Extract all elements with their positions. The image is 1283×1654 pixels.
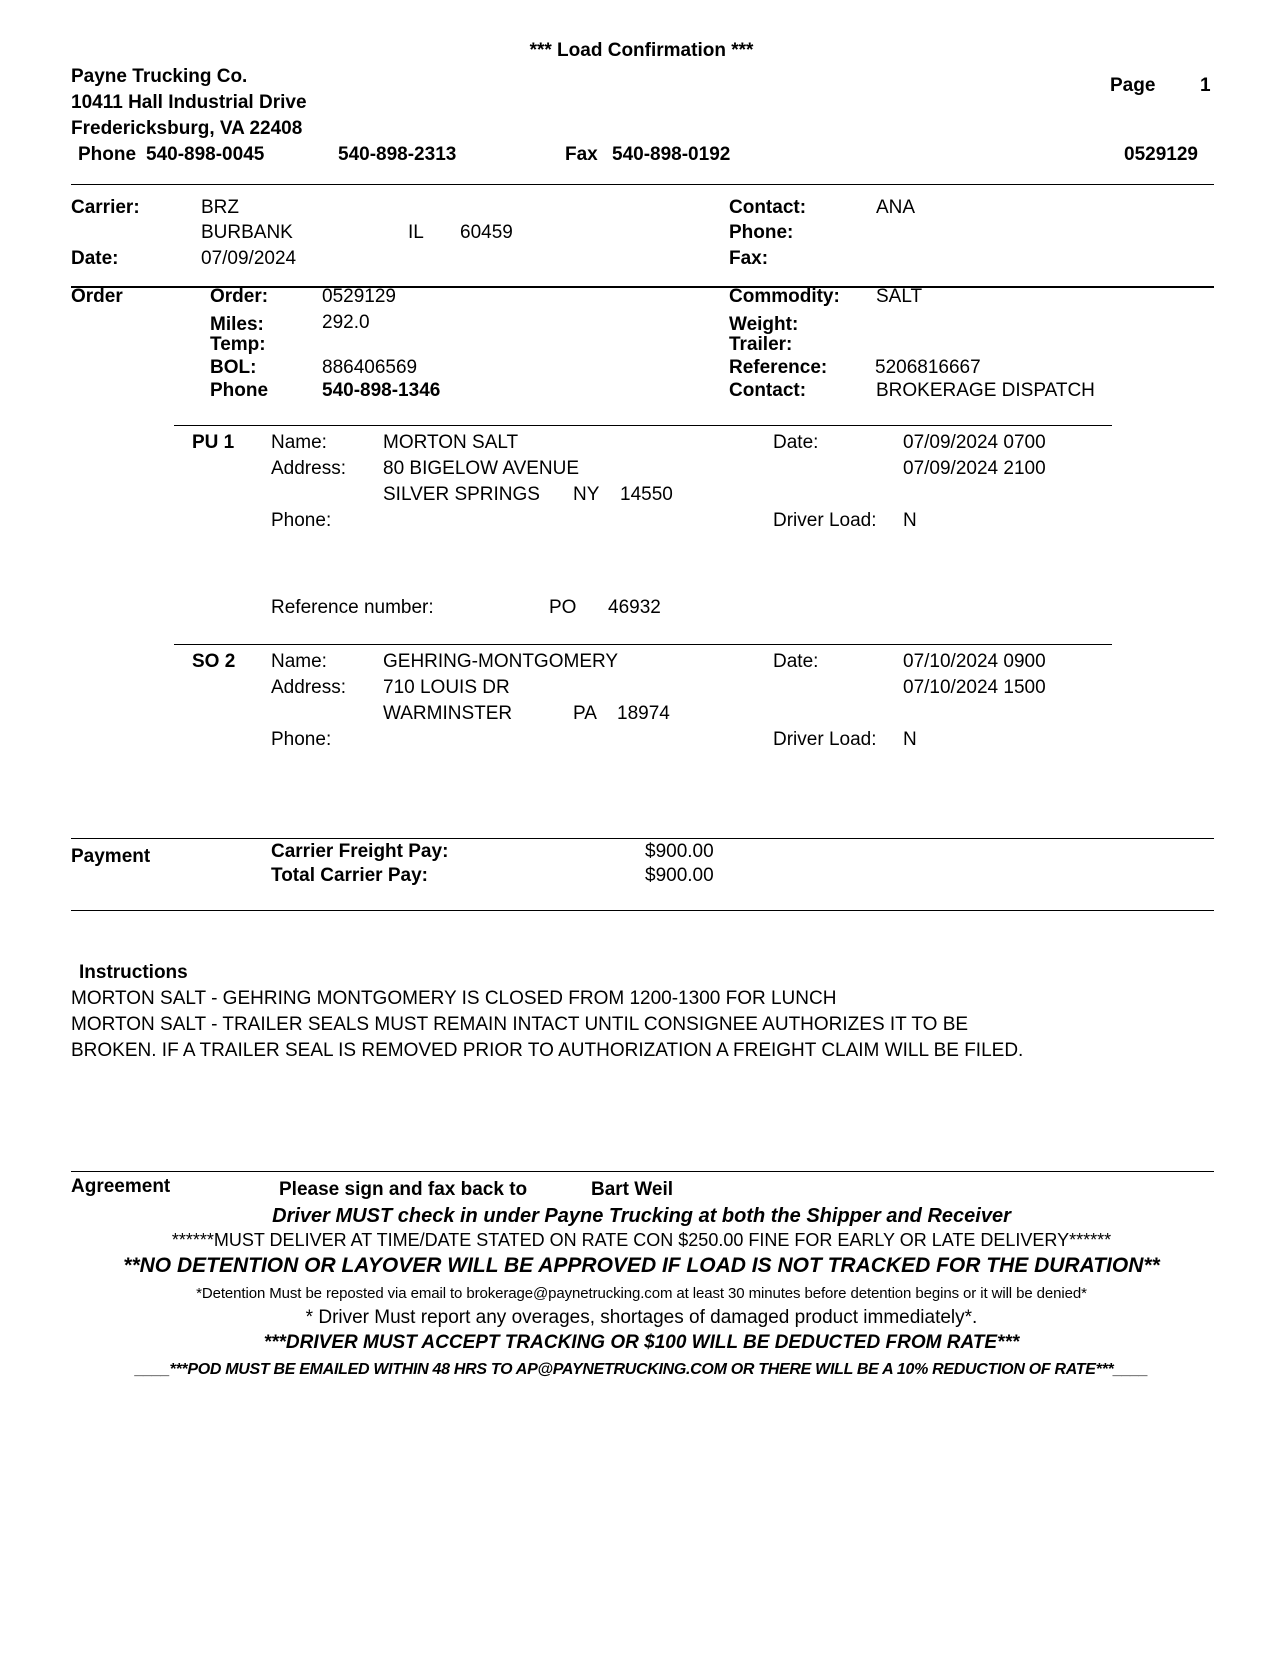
stop-date-label: Date: <box>773 432 819 453</box>
order-phone-label: Phone <box>210 380 269 401</box>
stop-state: PA <box>573 703 597 724</box>
company-address-2: Fredericksburg, VA 22408 <box>71 118 303 139</box>
company-name: Payne Trucking Co. <box>71 66 248 87</box>
stop-state: NY <box>573 484 600 505</box>
stop-reference-type: PO <box>549 597 577 618</box>
company-phone: 540-898-0045 <box>146 144 265 165</box>
temp-label: Temp: <box>210 334 266 355</box>
instructions-line: BROKEN. IF A TRAILER SEAL IS REMOVED PRIOR TO AUTHORIZATION A FREIGHT CLAIM WILL BE FILED. <box>71 1040 1024 1061</box>
order-number-header: 0529129 <box>1124 144 1198 165</box>
divider <box>174 425 1112 426</box>
stop-driver-load: N <box>903 510 917 531</box>
instructions-line: MORTON SALT - GEHRING MONTGOMERY IS CLOSED FROM 1200-1300 FOR LUNCH <box>71 988 837 1009</box>
page-number: 1 <box>1200 75 1211 96</box>
stop-date-end: 07/09/2024 2100 <box>903 458 1046 479</box>
carrier-city: BURBANK <box>201 222 293 243</box>
freight-pay-label: Carrier Freight Pay: <box>271 841 449 862</box>
stop-city: SILVER SPRINGS <box>383 484 540 505</box>
stop-driver-load-label: Driver Load: <box>773 510 877 531</box>
weight-label: Weight: <box>729 314 799 335</box>
company-fax: 540-898-0192 <box>612 144 731 165</box>
carrier-contact-label: Contact: <box>729 197 807 218</box>
miles-label: Miles: <box>210 314 264 335</box>
stop-zip: 14550 <box>620 484 673 505</box>
stop-phone-label: Phone: <box>271 510 332 531</box>
divider <box>71 184 1214 185</box>
sign-contact-name: Bart Weil <box>591 1179 674 1200</box>
order-contact-value: BROKERAGE DISPATCH <box>876 380 1095 401</box>
order-phone: 540-898-1346 <box>322 380 441 401</box>
carrier-phone-label: Phone: <box>729 222 794 243</box>
miles-value: 292.0 <box>322 312 370 333</box>
sign-instruction: Please sign and fax back to <box>279 1179 528 1200</box>
carrier-state: IL <box>408 222 424 243</box>
stop-zip: 18974 <box>617 703 670 724</box>
agreement-line: ____***POD MUST BE EMAILED WITHIN 48 HRS TO AP@PAYNETRUCKING.COM OR THERE WILL BE A 10% REDUCTION OF RATE***____ <box>135 1361 1148 1378</box>
agreement-line: ***DRIVER MUST ACCEPT TRACKING OR $100 WILL BE DEDUCTED FROM RATE*** <box>263 1332 1020 1353</box>
company-phone-2: 540-898-2313 <box>338 144 457 165</box>
company-address-1: 10411 Hall Industrial Drive <box>71 92 307 113</box>
stop-address: 80 BIGELOW AVENUE <box>383 458 580 479</box>
stop-name: GEHRING-MONTGOMERY <box>383 651 619 672</box>
divider <box>71 910 1214 911</box>
carrier-date-label: Date: <box>71 248 119 269</box>
carrier-zip: 60459 <box>460 222 513 243</box>
stop-driver-load: N <box>903 729 917 750</box>
carrier-fax-label: Fax: <box>729 248 769 269</box>
order-contact-label: Contact: <box>729 380 807 401</box>
divider <box>71 1171 1214 1172</box>
agreement-line: ******MUST DELIVER AT TIME/DATE STATED ON RATE CON $250.00 FINE FOR EARLY OR LATE DELIVERY****** <box>171 1230 1112 1250</box>
reference-label: Reference: <box>729 357 828 378</box>
reference-value: 5206816667 <box>875 357 981 378</box>
stop-city: WARMINSTER <box>383 703 513 724</box>
page-label: Page <box>1110 75 1156 96</box>
agreement-line: **NO DETENTION OR LAYOVER WILL BE APPROVED IF LOAD IS NOT TRACKED FOR THE DURATION** <box>123 1254 1160 1277</box>
carrier-name: BRZ <box>201 197 239 218</box>
agreement-label: Agreement <box>71 1176 171 1197</box>
order-number: 0529129 <box>322 286 396 307</box>
divider <box>174 644 1112 645</box>
document-title: *** Load Confirmation *** <box>529 40 754 61</box>
carrier-contact: ANA <box>876 197 916 218</box>
commodity-label: Commodity: <box>729 286 840 307</box>
total-pay-value: $900.00 <box>645 865 714 886</box>
stop-date-label: Date: <box>773 651 819 672</box>
instructions-line: MORTON SALT - TRAILER SEALS MUST REMAIN INTACT UNTIL CONSIGNEE AUTHORIZES IT TO BE <box>71 1014 969 1035</box>
stop-address-label: Address: <box>271 677 346 698</box>
instructions-label: Instructions <box>79 962 188 983</box>
divider <box>71 838 1214 839</box>
agreement-line: * Driver Must report any overages, shortages of damaged product immediately*. <box>305 1307 978 1328</box>
stop-name: MORTON SALT <box>383 432 519 453</box>
carrier-label: Carrier: <box>71 197 140 218</box>
payment-label: Payment <box>71 846 151 867</box>
stop-reference-label: Reference number: <box>271 597 434 618</box>
stop-date-start: 07/10/2024 0900 <box>903 651 1046 672</box>
bol-value: 886406569 <box>322 357 418 378</box>
commodity-value: SALT <box>876 286 923 307</box>
stop-date-end: 07/10/2024 1500 <box>903 677 1046 698</box>
stop-phone-label: Phone: <box>271 729 332 750</box>
stop-reference-value: 46932 <box>608 597 661 618</box>
stop-name-label: Name: <box>271 651 327 672</box>
order-label: Order: <box>210 286 269 307</box>
company-phone-label: Phone <box>78 144 137 165</box>
order-section-label: Order <box>71 286 123 307</box>
bol-label: BOL: <box>210 357 257 378</box>
stop-address: 710 LOUIS DR <box>383 677 510 698</box>
stop-name-label: Name: <box>271 432 327 453</box>
trailer-label: Trailer: <box>729 334 793 355</box>
company-fax-label: Fax <box>565 144 598 165</box>
stop-date-start: 07/09/2024 0700 <box>903 432 1046 453</box>
stop-address-label: Address: <box>271 458 346 479</box>
stop-driver-load-label: Driver Load: <box>773 729 877 750</box>
stop-code: PU 1 <box>192 432 235 453</box>
stop-code: SO 2 <box>192 651 236 672</box>
carrier-date: 07/09/2024 <box>201 248 297 269</box>
freight-pay-value: $900.00 <box>645 841 714 862</box>
agreement-line: Driver MUST check in under Payne Trucking at both the Shipper and Receiver <box>272 1205 1011 1227</box>
total-pay-label: Total Carrier Pay: <box>271 865 428 886</box>
agreement-line: *Detention Must be reposted via email to brokerage@paynetrucking.com at least 30 minutes before detention begins or it will be denied* <box>196 1285 1087 1302</box>
